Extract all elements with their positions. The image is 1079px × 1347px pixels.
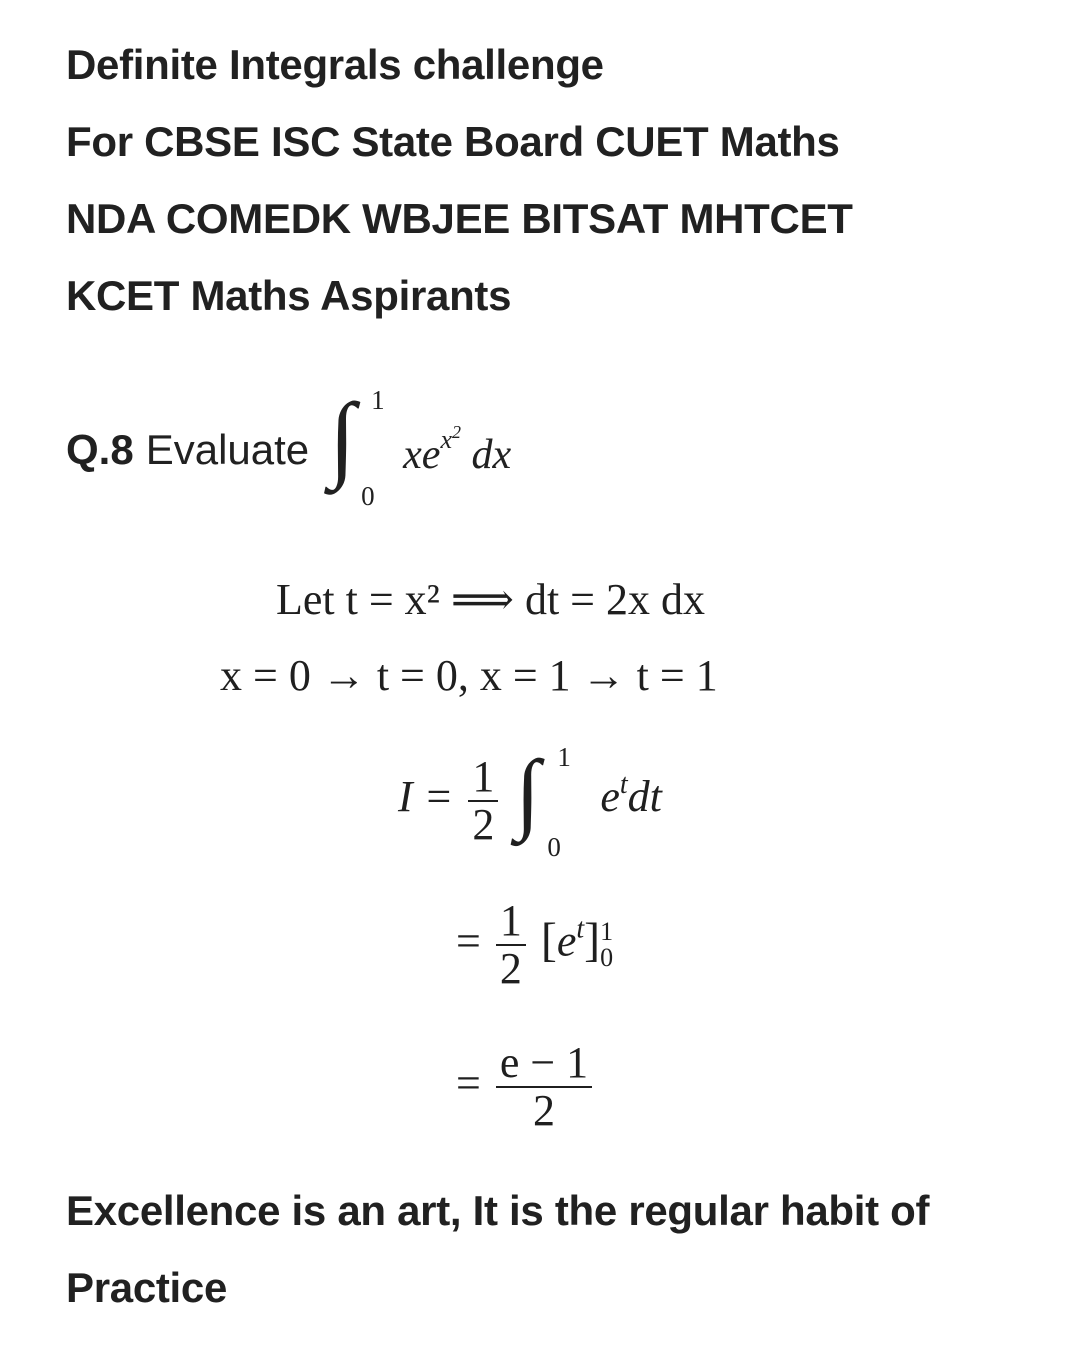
integral-sign: ∫ 1 0 <box>515 742 571 862</box>
quote-line-1: Excellence is an art, It is the regular habit of <box>66 1187 930 1234</box>
substitution-line: Let t = x² ⟹ dt = 2x dx <box>276 575 705 624</box>
title-line-4: KCET Maths Aspirants <box>66 272 512 319</box>
solution-step-2: = $\frac{1}{2}$ $[e^t]$ 1 0 <box>456 896 614 994</box>
limits-line: x = 0 → t = 0, x = 1 → t = 1 <box>220 651 718 700</box>
fraction-result: $\frac{e - 1}{2}$ <box>496 1040 592 1134</box>
integral-lower-limit: 0 <box>361 481 375 511</box>
title-line-2: For CBSE ISC State Board CUET Maths <box>66 118 840 165</box>
title-line-1: Definite Integrals challenge <box>66 41 604 88</box>
fraction-half: $\frac{1}{2}$ <box>468 754 498 848</box>
title-line-3: NDA COMEDK WBJEE BITSAT MHTCET <box>66 195 853 242</box>
integrand: $xe^{x^2}$ dx <box>403 421 512 478</box>
fraction-half: $\frac{1}{2}$ <box>496 898 526 992</box>
solution-step-3: = $\frac{e - 1}{2}$ <box>456 1040 596 1134</box>
integral-sign: ∫ 1 0 <box>329 383 385 511</box>
question-number: Q.8 <box>66 426 134 473</box>
footer-quote <box>66 1172 929 1326</box>
question <box>66 385 511 515</box>
quote-line-2: Practice <box>66 1264 228 1311</box>
integral-upper-limit: 1 <box>371 385 385 415</box>
question-prompt: Evaluate <box>145 426 310 473</box>
solution-step-1: I = $\frac{1}{2}$ ∫ 1 0 $e^tdt$ <box>398 742 662 862</box>
page-title <box>66 26 853 334</box>
